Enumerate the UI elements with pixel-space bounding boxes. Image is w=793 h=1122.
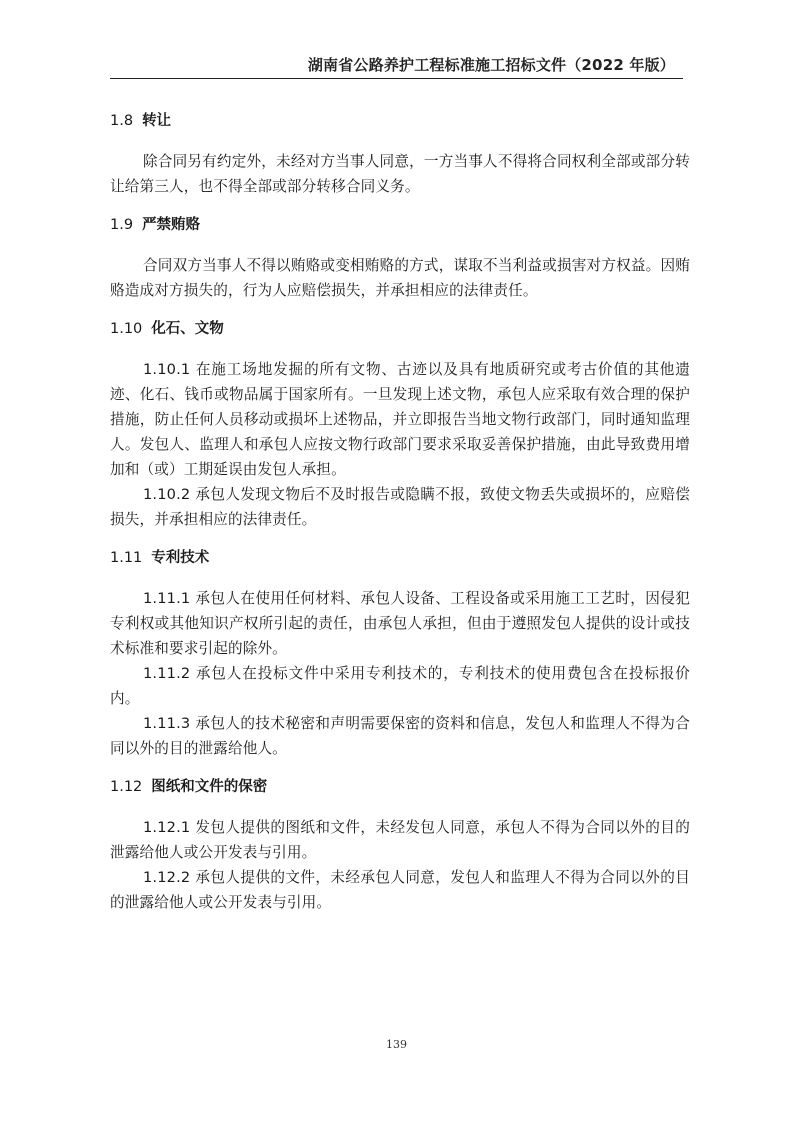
paragraph: 1.11.2 承包人在投标文件中采用专利技术的，专利技术的使用费包含在投标报价内。 xyxy=(110,665,690,707)
page-header xyxy=(110,52,683,79)
paragraph: 合同双方当事人不得以贿赂或变相贿赂的方式，谋取不当利益或损害对方权益。因贿赂造成对方损失的，行为人应赔偿损失，并承担相应的法律责任。 xyxy=(110,257,690,299)
section-1-10 xyxy=(110,319,690,532)
paragraph: 1.10.1 在施工场地发掘的所有文物、古迹以及具有地质研究或考古价值的其他遗迹、化石、钱币或物品属于国家所有。一旦发现上述文物，承包人应采取有效合理的保护措施，防止任何人员移动或损坏上述物品，并立即报告当地文物行政部门，同时通知监理人。发包人、监理人和承包人应按文物行政部门要求采取妥善保护措施，由此导致费用增加和（或）工期延误由发包人承担。 xyxy=(110,361,690,478)
paragraph: 1.12.1 发包人提供的图纸和文件，未经发包人同意，承包人不得为合同以外的目的泄露给他人或公开发表与引用。 xyxy=(110,819,690,861)
section-title: 图纸和文件的保密 xyxy=(151,779,268,795)
document-title: 湖南省公路养护工程标准施工招标文件（2022 年版） xyxy=(307,56,675,74)
section-heading xyxy=(110,777,690,797)
paragraph: 除合同另有约定外，未经对方当事人同意，一方当事人不得将合同权利全部或部分转让给第三人，也不得全部或部分转移合同义务。 xyxy=(110,153,690,195)
section-title: 严禁贿赂 xyxy=(142,217,201,233)
section-heading xyxy=(110,215,690,235)
section-heading xyxy=(110,548,690,568)
section-number: 1.9 xyxy=(110,217,134,233)
section-number: 1.8 xyxy=(110,113,134,129)
section-1-9 xyxy=(110,215,690,303)
page-number: 139 xyxy=(386,1038,407,1051)
section-1-11 xyxy=(110,548,690,761)
paragraph: 1.12.2 承包人提供的文件，未经承包人同意，发包人和监理人不得为合同以外的目的泄露给他人或公开发表与引用。 xyxy=(110,869,690,911)
section-title: 化石、文物 xyxy=(151,321,224,337)
document-body xyxy=(110,111,690,915)
section-number: 1.12 xyxy=(110,779,143,795)
section-number: 1.10 xyxy=(110,321,143,337)
paragraph: 1.11.3 承包人的技术秘密和声明需要保密的资料和信息，发包人和监理人不得为合同以外的目的泄露给他人。 xyxy=(110,715,690,757)
paragraph: 1.11.1 承包人在使用任何材料、承包人设备、工程设备或采用施工工艺时，因侵犯专利权或其他知识产权所引起的责任，由承包人承担，但由于遵照发包人提供的设计或技术标准和要求引起的除外。 xyxy=(110,590,690,657)
paragraph: 1.10.2 承包人发现文物后不及时报告或隐瞒不报，致使文物丢失或损坏的，应赔偿损失，并承担相应的法律责任。 xyxy=(110,486,690,528)
section-number: 1.11 xyxy=(110,550,143,566)
section-heading xyxy=(110,319,690,339)
section-heading xyxy=(110,111,690,131)
section-1-8 xyxy=(110,111,690,199)
section-title: 专利技术 xyxy=(151,550,210,566)
section-1-12 xyxy=(110,777,690,915)
section-title: 转让 xyxy=(142,113,172,129)
